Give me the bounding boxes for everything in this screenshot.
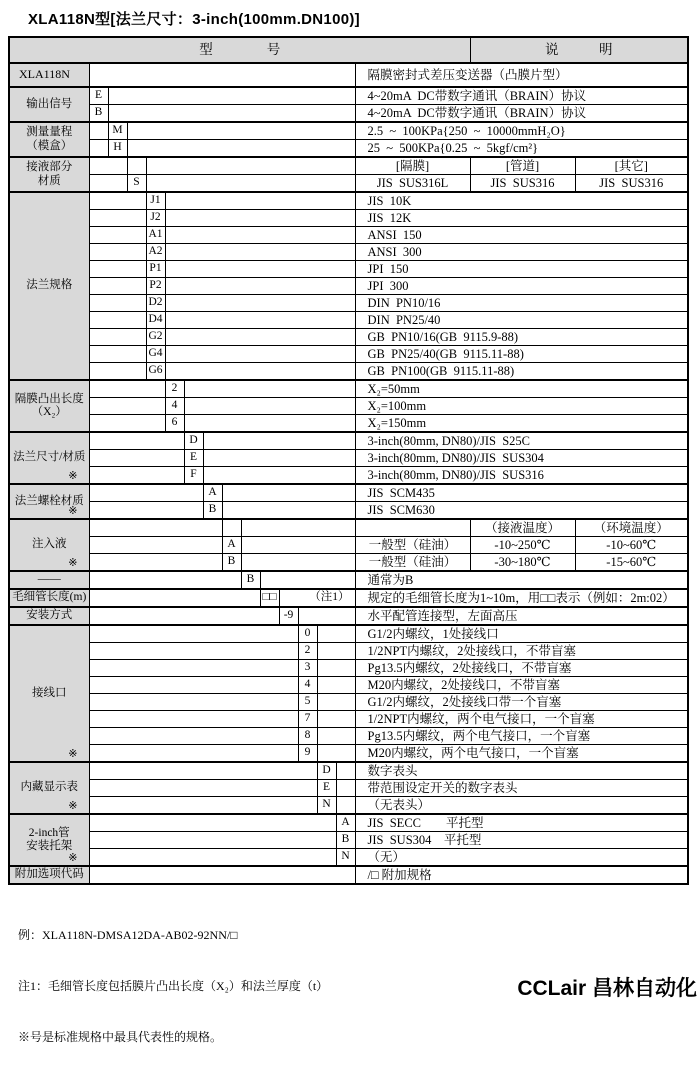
description-cell: DIN PN25/40 xyxy=(355,312,688,329)
description-cell: 水平配管连接型，左面高压 xyxy=(355,607,688,625)
spacer-cell xyxy=(222,484,355,502)
spacer-cell xyxy=(336,780,355,797)
spacer-cell xyxy=(241,537,355,554)
description-cell: X₂=100mm xyxy=(355,398,688,415)
spacer-cell xyxy=(203,432,355,450)
code-cell: G6 xyxy=(146,363,165,381)
code-cell: G2 xyxy=(146,329,165,346)
code-cell: A1 xyxy=(146,227,165,244)
spacer-cell xyxy=(89,832,336,849)
brand-logo: CCLair 昌林自动化 xyxy=(517,976,697,1000)
category-label: 隔膜凸出长度 xyxy=(14,392,84,405)
code-cell: □□ xyxy=(260,589,279,607)
spacer-cell xyxy=(146,175,355,193)
table-row-pipe-mounting-bracket xyxy=(9,814,688,832)
spacer-cell xyxy=(89,192,146,210)
spacer-cell xyxy=(89,140,108,158)
category-label: 2-inch管 xyxy=(28,826,70,839)
spacer-cell xyxy=(317,711,355,728)
table-row-conduit-connection xyxy=(9,677,688,694)
spacer-cell xyxy=(127,122,355,140)
code-cell: M xyxy=(108,122,127,140)
page-title: XLA118N型[法兰尺寸：3-inch(100mm.DN100)] xyxy=(28,11,360,28)
table-row-mounting xyxy=(9,607,688,625)
spacer-cell xyxy=(89,346,146,363)
category-label: 安装托架 xyxy=(26,840,73,852)
spacer-cell xyxy=(89,312,146,329)
spacer-cell xyxy=(89,537,222,554)
description-subcell: （环境温度） xyxy=(575,519,688,537)
table-row-flange-rating xyxy=(9,295,688,312)
footer xyxy=(18,893,699,1080)
code-cell: E xyxy=(317,780,336,797)
table-row-flange-bolt-material xyxy=(9,502,688,520)
spacer-cell xyxy=(89,244,146,261)
category-cell-model-base xyxy=(9,63,89,87)
code-cell: E xyxy=(184,450,203,467)
table-row-model-base xyxy=(9,63,688,87)
spacer-cell xyxy=(298,607,355,625)
description-cell: JPI 150 xyxy=(355,261,688,278)
description-cell: ANSI 300 xyxy=(355,244,688,261)
code-cell: 7 xyxy=(298,711,317,728)
category-label: 输出信号 xyxy=(26,97,73,110)
spacer-cell xyxy=(89,762,317,780)
spacer-cell xyxy=(89,63,355,87)
spacer-cell xyxy=(165,346,355,363)
spacer-cell xyxy=(89,157,127,175)
category-label: 毛细管长度(m) xyxy=(12,591,87,604)
code-cell: S xyxy=(127,175,146,193)
description-cell: 1/2NPT内螺纹，两个电气接口，一个盲塞 xyxy=(355,711,688,728)
category-label: 接液部分 xyxy=(26,161,73,174)
table-row-fill-fluid xyxy=(9,554,688,572)
table-row-conduit-connection xyxy=(9,643,688,660)
code-cell: A xyxy=(222,537,241,554)
description-cell: ANSI 150 xyxy=(355,227,688,244)
code-cell: 4 xyxy=(298,677,317,694)
code-cell: 8 xyxy=(298,728,317,745)
table-row-flange-rating xyxy=(9,192,688,210)
spacer-cell xyxy=(165,261,355,278)
standard-marker: ※ xyxy=(68,852,78,865)
category-cell-measuring-range xyxy=(9,122,89,157)
code-cell: 4 xyxy=(165,398,184,415)
table-row-integral-indicator xyxy=(9,797,688,815)
code-cell: 3 xyxy=(298,660,317,677)
category-label: 法兰规格 xyxy=(26,279,73,292)
table-row-output-signal xyxy=(9,87,688,105)
spacer-cell xyxy=(203,450,355,467)
category-cell-option-code xyxy=(9,866,89,884)
description-cell: 3-inch(80mm, DN80)/JIS S25C xyxy=(355,432,688,450)
category-label: 材质 xyxy=(37,174,61,187)
category-label: （X₂） xyxy=(31,406,67,418)
spacer-cell xyxy=(165,329,355,346)
code-cell: B xyxy=(89,105,108,123)
description-cell: G1/2内螺纹，1处接线口 xyxy=(355,625,688,643)
spacer-cell xyxy=(165,192,355,210)
code-cell: D4 xyxy=(146,312,165,329)
code-cell: H xyxy=(108,140,127,158)
standard-marker: ※ xyxy=(68,470,78,483)
table-row-conduit-connection xyxy=(9,694,688,711)
spacer-cell xyxy=(317,728,355,745)
model-code-table xyxy=(8,36,689,885)
table-row-option-code xyxy=(9,866,688,884)
description-subcell: -15~60℃ xyxy=(575,554,688,572)
description-cell: 2.5 ~ 100KPa{250 ~ 10000mmH₂O} xyxy=(355,122,688,140)
standard-marker: ※ xyxy=(68,505,78,518)
spacer-cell xyxy=(241,554,355,572)
table-row-diaphragm-protrusion xyxy=(9,380,688,398)
code-cell: 0 xyxy=(298,625,317,643)
description-cell: G1/2内螺纹，2处接线口带一个盲塞 xyxy=(355,694,688,711)
table-row-measuring-range xyxy=(9,122,688,140)
description-cell: 数字表头 xyxy=(355,762,688,780)
table-row-integral-indicator xyxy=(9,762,688,780)
category-cell-flange-size-material xyxy=(9,432,89,484)
category-cell-capillary-length xyxy=(9,589,89,607)
description-cell: M20内螺纹，2处接线口，不带盲塞 xyxy=(355,677,688,694)
code-cell: B xyxy=(203,502,222,520)
code-cell: 6 xyxy=(165,415,184,433)
spacer-cell xyxy=(89,797,317,815)
category-label: 注入液 xyxy=(32,538,67,551)
spacer-cell xyxy=(165,295,355,312)
description-cell: 4~20mA DC带数字通讯（BRAIN）协议 xyxy=(355,87,688,105)
spacer-cell xyxy=(89,849,336,867)
description-cell: GB PN25/40(GB 9115.11-88) xyxy=(355,346,688,363)
table-row-flange-rating xyxy=(9,244,688,261)
spacer-cell xyxy=(89,227,146,244)
category-cell-output-signal xyxy=(9,87,89,122)
standard-marker: ※ xyxy=(68,800,78,813)
category-label: XLA118N xyxy=(19,67,70,82)
description-cell: JIS 12K xyxy=(355,210,688,227)
description-subcell: JIS SUS316 xyxy=(470,175,575,193)
spacer-cell xyxy=(89,728,298,745)
description-subcell: [隔膜] xyxy=(355,157,470,175)
code-cell: J1 xyxy=(146,192,165,210)
table-row-conduit-connection xyxy=(9,728,688,745)
code-cell: D2 xyxy=(146,295,165,312)
category-cell-dash xyxy=(9,571,89,589)
description-subcell: -30~180℃ xyxy=(470,554,575,572)
code-cell: B xyxy=(336,832,355,849)
description-subcell: -10~60℃ xyxy=(575,537,688,554)
spacer-cell xyxy=(241,519,355,537)
table-row-flange-rating xyxy=(9,312,688,329)
spacer-cell xyxy=(89,554,222,572)
code-cell: J2 xyxy=(146,210,165,227)
spacer-cell xyxy=(89,295,146,312)
description-cell: X₂=50mm xyxy=(355,380,688,398)
category-label: 法兰尺寸/材质 xyxy=(13,451,86,464)
category-label: （模盒） xyxy=(26,139,73,152)
spacer-cell xyxy=(89,432,184,450)
category-cell-flange-bolt-material xyxy=(9,484,89,519)
spacer-cell xyxy=(222,502,355,520)
table-row-flange-size-material xyxy=(9,450,688,467)
spacer-cell xyxy=(184,398,355,415)
table-row-wetted-material xyxy=(9,175,688,193)
category-cell-pipe-mounting-bracket xyxy=(9,814,89,866)
description-subcell: -10~250℃ xyxy=(470,537,575,554)
spacer-cell xyxy=(89,866,355,884)
description-cell: JIS SCM630 xyxy=(355,502,688,520)
spacer-cell xyxy=(108,105,355,123)
description-cell: 3-inch(80mm, DN80)/JIS SUS304 xyxy=(355,450,688,467)
description-cell: Pg13.5内螺纹，两个电气接口，一个盲塞 xyxy=(355,728,688,745)
table-row-conduit-connection xyxy=(9,660,688,677)
spacer-cell xyxy=(89,780,317,797)
table-row-conduit-connection xyxy=(9,745,688,763)
spacer-cell xyxy=(165,363,355,381)
code-cell: 2 xyxy=(298,643,317,660)
table-row-output-signal xyxy=(9,105,688,123)
table-row-pipe-mounting-bracket xyxy=(9,849,688,867)
spacer-cell xyxy=(127,140,355,158)
table-row-flange-size-material xyxy=(9,467,688,485)
category-label: —— xyxy=(37,573,61,586)
description-subcell xyxy=(355,519,470,537)
code-cell: P1 xyxy=(146,261,165,278)
spacer-cell xyxy=(89,660,298,677)
table-row-pipe-mounting-bracket xyxy=(9,832,688,849)
spacer-cell xyxy=(89,711,298,728)
code-cell: D xyxy=(317,762,336,780)
description-subcell: 一般型（硅油） xyxy=(355,554,470,572)
description-cell: GB PN100(GB 9115.11-88) xyxy=(355,363,688,381)
code-cell: B xyxy=(241,571,260,589)
spacer-cell xyxy=(89,329,146,346)
code-cell: -9 xyxy=(279,607,298,625)
description-cell: JPI 300 xyxy=(355,278,688,295)
spacer-cell xyxy=(89,571,241,589)
note-reference-cell: （注1） xyxy=(279,589,355,607)
description-cell: /□ 附加规格 xyxy=(355,866,688,884)
description-cell: JIS SECC 平托型 xyxy=(355,814,688,832)
description-subcell: JIS SUS316L xyxy=(355,175,470,193)
spacer-cell xyxy=(184,415,355,433)
description-subcell: JIS SUS316 xyxy=(575,175,688,193)
table-row-dash xyxy=(9,571,688,589)
category-cell-mounting xyxy=(9,607,89,625)
description-subcell: （接液温度） xyxy=(470,519,575,537)
example-line: 例：XLA118N-DMSA12DA-AB02-92NN/□ xyxy=(18,928,238,943)
standard-marker: ※ xyxy=(68,557,78,570)
spacer-cell xyxy=(89,175,127,193)
spacer-cell xyxy=(165,278,355,295)
spacer-cell xyxy=(165,210,355,227)
category-label: 法兰螺栓材质 xyxy=(14,494,84,507)
spacer-cell xyxy=(108,87,355,105)
category-label: 接线口 xyxy=(32,686,67,699)
spacer-cell xyxy=(165,312,355,329)
category-cell-conduit-connection xyxy=(9,625,89,762)
code-cell: A2 xyxy=(146,244,165,261)
table-row-flange-rating xyxy=(9,261,688,278)
spacer-cell xyxy=(89,261,146,278)
spacer-cell xyxy=(89,502,203,520)
spacer-cell xyxy=(89,467,184,485)
spacer-cell xyxy=(89,380,165,398)
description-cell: 通常为B xyxy=(355,571,688,589)
category-label: 内藏显示表 xyxy=(20,781,78,794)
table-row-conduit-connection xyxy=(9,711,688,728)
table-row-conduit-connection xyxy=(9,625,688,643)
spacer-cell xyxy=(89,484,203,502)
code-cell xyxy=(127,157,146,175)
table-row-fill-fluid xyxy=(9,537,688,554)
spacer-cell xyxy=(89,589,260,607)
spacer-cell xyxy=(260,571,355,589)
spacer-cell xyxy=(89,415,165,433)
description-cell: 隔膜密封式差压变送器（凸膜片型） xyxy=(355,63,688,87)
table-row-flange-rating xyxy=(9,363,688,381)
spacer-cell xyxy=(89,643,298,660)
spacer-cell xyxy=(317,660,355,677)
code-cell: P2 xyxy=(146,278,165,295)
spacer-cell xyxy=(317,677,355,694)
description-cell: M20内螺纹，两个电气接口，一个盲塞 xyxy=(355,745,688,763)
code-cell: N xyxy=(336,849,355,867)
table-row-integral-indicator xyxy=(9,780,688,797)
description-cell: GB PN10/16(GB 9115.9-88) xyxy=(355,329,688,346)
spacer-cell xyxy=(336,797,355,815)
code-cell xyxy=(222,519,241,537)
code-cell: B xyxy=(222,554,241,572)
code-cell: 2 xyxy=(165,380,184,398)
footer-notes xyxy=(18,893,328,1080)
spacer-cell xyxy=(89,398,165,415)
spacer-cell xyxy=(89,677,298,694)
table-row-flange-rating xyxy=(9,227,688,244)
category-label: 测量量程 xyxy=(26,126,73,139)
spacer-cell xyxy=(89,607,279,625)
spacer-cell xyxy=(317,694,355,711)
description-cell: （无表头） xyxy=(355,797,688,815)
code-cell: D xyxy=(184,432,203,450)
category-label: 附加选项代码 xyxy=(14,868,84,881)
note1-line: 注1：毛细管长度包括膜片凸出长度（X₂）和法兰厚度（t） xyxy=(18,979,329,994)
table-row-diaphragm-protrusion xyxy=(9,415,688,433)
spacer-cell xyxy=(89,122,108,140)
category-cell-diaphragm-protrusion xyxy=(9,380,89,432)
description-cell: （无） xyxy=(355,849,688,867)
description-cell: 带范围设定开关的数字表头 xyxy=(355,780,688,797)
description-subcell: [管道] xyxy=(470,157,575,175)
table-row-flange-rating xyxy=(9,346,688,363)
description-subcell: 一般型（硅油） xyxy=(355,537,470,554)
table-row-capillary-length xyxy=(9,589,688,607)
code-cell: A xyxy=(203,484,222,502)
spacer-cell xyxy=(146,157,355,175)
spacer-cell xyxy=(89,814,336,832)
table-row-fill-fluid xyxy=(9,519,688,537)
desc-column-header: 说 明 xyxy=(470,37,688,63)
description-cell: JIS SUS304 平托型 xyxy=(355,832,688,849)
code-cell: F xyxy=(184,467,203,485)
description-cell: 规定的毛细管长度为1~10m，用□□表示（例如：2m:02） xyxy=(355,589,688,607)
spacer-cell xyxy=(89,278,146,295)
description-cell: JIS SCM435 xyxy=(355,484,688,502)
code-cell: G4 xyxy=(146,346,165,363)
table-row-wetted-material xyxy=(9,157,688,175)
table-row-flange-size-material xyxy=(9,432,688,450)
model-code-table-body xyxy=(9,63,688,884)
description-subcell: [其它] xyxy=(575,157,688,175)
table-row-flange-rating xyxy=(9,278,688,295)
code-cell: 9 xyxy=(298,745,317,763)
spacer-cell xyxy=(203,467,355,485)
spacer-cell xyxy=(89,363,146,381)
note2-line: ※号是标准规格中最具代表性的规格。 xyxy=(18,1030,223,1045)
table-header-row xyxy=(9,37,688,63)
spacer-cell xyxy=(89,210,146,227)
spacer-cell xyxy=(317,745,355,763)
table-row-flange-rating xyxy=(9,210,688,227)
spacer-cell xyxy=(165,227,355,244)
model-column-header: 型 号 xyxy=(9,37,470,63)
table-row-flange-rating xyxy=(9,329,688,346)
category-cell-fill-fluid xyxy=(9,519,89,571)
spacer-cell xyxy=(165,244,355,261)
description-cell: 4~20mA DC带数字通讯（BRAIN）协议 xyxy=(355,105,688,123)
description-cell: 1/2NPT内螺纹，2处接线口，不带盲塞 xyxy=(355,643,688,660)
description-cell: JIS 10K xyxy=(355,192,688,210)
spacer-cell xyxy=(317,625,355,643)
description-cell: Pg13.5内螺纹，2处接线口，不带盲塞 xyxy=(355,660,688,677)
table-row-measuring-range xyxy=(9,140,688,158)
category-cell-integral-indicator xyxy=(9,762,89,814)
code-cell: E xyxy=(89,87,108,105)
spacer-cell xyxy=(184,380,355,398)
code-cell: N xyxy=(317,797,336,815)
standard-marker: ※ xyxy=(68,748,78,761)
code-cell: A xyxy=(336,814,355,832)
category-cell-flange-rating xyxy=(9,192,89,380)
spacer-cell xyxy=(89,450,184,467)
description-cell: 3-inch(80mm, DN80)/JIS SUS316 xyxy=(355,467,688,485)
spacer-cell xyxy=(89,519,222,537)
category-label: 安装方式 xyxy=(26,609,73,622)
spacer-cell xyxy=(336,762,355,780)
spacer-cell xyxy=(89,694,298,711)
table-row-diaphragm-protrusion xyxy=(9,398,688,415)
spacer-cell xyxy=(317,643,355,660)
description-cell: 25 ~ 500KPa{0.25 ~ 5kgf/cm²} xyxy=(355,140,688,158)
category-cell-wetted-material xyxy=(9,157,89,192)
spacer-cell xyxy=(89,625,298,643)
code-cell: 5 xyxy=(298,694,317,711)
spacer-cell xyxy=(89,745,298,763)
description-cell: X₂=150mm xyxy=(355,415,688,433)
table-row-flange-bolt-material xyxy=(9,484,688,502)
description-cell: DIN PN10/16 xyxy=(355,295,688,312)
